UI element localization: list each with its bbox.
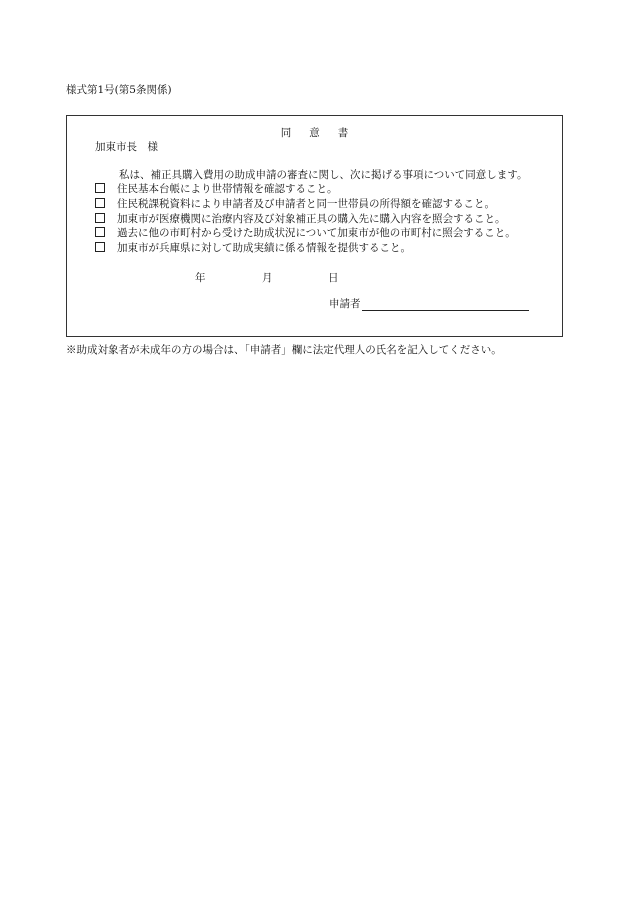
consent-item xyxy=(95,182,516,197)
date-day-label: 日 xyxy=(328,272,339,284)
date-row xyxy=(67,270,562,284)
checkbox[interactable] xyxy=(95,227,105,237)
checkbox[interactable] xyxy=(95,183,105,193)
date-month-label: 月 xyxy=(262,272,273,284)
date-year-label: 年 xyxy=(195,272,206,284)
consent-item xyxy=(95,197,516,212)
checkbox[interactable] xyxy=(95,198,105,208)
consent-item-list xyxy=(95,182,516,256)
footnote: ※助成対象者が未成年の方の場合は、「申請者」欄に法定代理人の氏名を記入してください。 xyxy=(66,344,502,356)
consent-item xyxy=(95,226,516,241)
title-char-2: 意 xyxy=(309,127,320,139)
title-char-1: 同 xyxy=(280,127,292,139)
form-number: 様式第1号(第5条関係) xyxy=(66,84,172,96)
checkbox[interactable] xyxy=(95,213,105,223)
checkbox[interactable] xyxy=(95,242,105,252)
document-title xyxy=(67,125,562,140)
consent-item-text: 加東市が医療機関に治療内容及び対象補正具の購入先に購入内容を照会すること。 xyxy=(117,212,506,225)
title-char-3: 書 xyxy=(337,127,349,139)
consent-item xyxy=(95,212,516,227)
consent-item-text: 住民税課税資料により申請者及び申請者と同一世帯員の所得額を確認すること。 xyxy=(117,197,495,210)
consent-form-box xyxy=(66,115,563,337)
applicant-signature-line[interactable] xyxy=(362,299,529,311)
consent-item-text: 過去に他の市町村から受けた助成状況について加東市が他の市町村に照会すること。 xyxy=(117,227,516,240)
consent-intro: 私は、補正具購入費用の助成申請の審査に関し、次に掲げる事項について同意します。 xyxy=(119,169,528,181)
consent-item-text: 加東市が兵庫県に対して助成実績に係る情報を提供すること。 xyxy=(117,242,411,255)
applicant-label: 申請者 xyxy=(329,298,361,310)
applicant-row xyxy=(329,296,529,311)
consent-item-text: 住民基本台帳により世帯情報を確認すること。 xyxy=(117,183,338,195)
consent-item xyxy=(95,241,516,256)
addressee: 加東市長 様 xyxy=(95,141,158,153)
